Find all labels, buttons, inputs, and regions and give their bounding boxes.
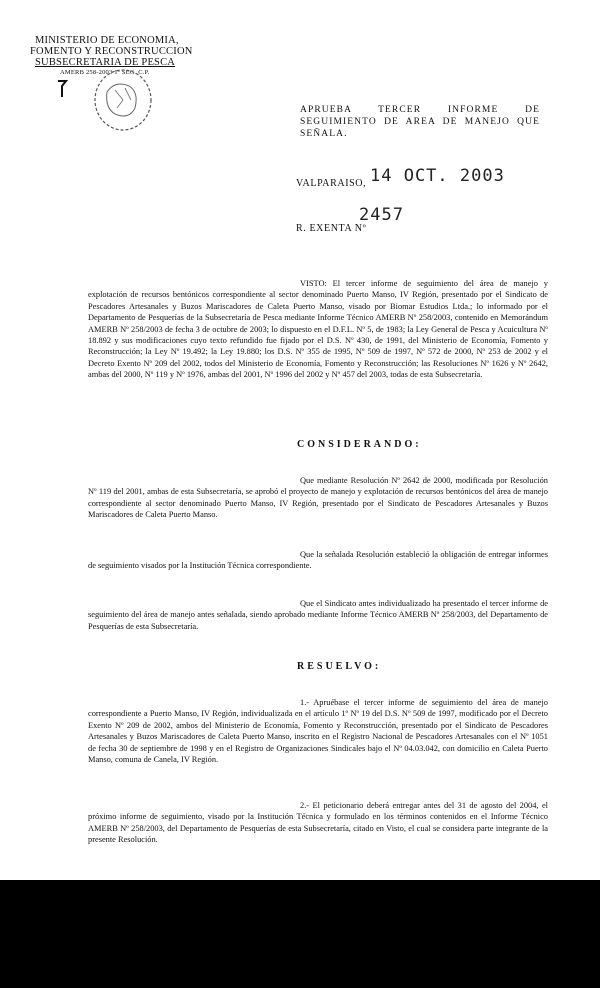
header-ministry-2: FOMENTO Y RECONSTRUCCION: [30, 46, 193, 57]
resolution-number: 2457: [359, 205, 404, 225]
resuelvo-paragraph-1: 1.- Apruébase el tercer informe de seguimiento del área de manejo correspondiente a Puerto Manso, IV Región, individualizada en el artículo 1º Nº 19 del D.S. Nº 509 de 1997, modificado por el Decreto Exento Nº 209 de 2002, ambos del Ministerio de Economía, Fomento y Reconstrucción, presentado por el Sindicato de Pescadores Artesanales y Buzos Mariscadores de Caleta Puerto Manso, inscrito en el Registro Nacional de Pescadores Artesanales con el Nº 1051 de fecha 30 de septiembre de 1998 y en el Registro de Organizaciones Sindicales bajo el Nº 04.03.042, con domicilio en Caleta Puerto Manso, comuna de Canela, IV Región.: [88, 698, 548, 765]
header-reference: AMERB 258-2003 1º SEG. C.P.: [60, 69, 150, 76]
document-title: APRUEBA TERCER INFORME DE SEGUIMIENTO DE AREA DE MANEJO QUE SEÑALA.: [300, 105, 540, 139]
header-subsecretaria: SUBSECRETARIA DE PESCA: [35, 57, 176, 68]
scan-black-border: [0, 880, 600, 988]
header-ministry: MINISTERIO DE ECONOMIA,: [35, 35, 179, 46]
considerando-paragraph-1: Que mediante Resolución Nº 2642 de 2000, modificada por Resolución Nº 119 del 2001, ambas de esta Subsecretaría, se aprobó el proyecto de manejo y explotación de recursos bentónicos del área de manejo correspondiente al sector denominado Puerto Manso, IV Región, presentado por el Sindicato de Pescadores Artesanales y Buzos Mariscadores de Caleta Puerto Manso.: [88, 476, 548, 520]
considerando-paragraph-3: Que el Sindicato antes individualizado ha presentado el tercer informe de seguimiento del área de manejo antes señalada, siendo aprobado mediante Informe Técnico AMERB Nº 258/2003, del Departamento de Pesquerías de esta Subsecretaría.: [88, 599, 548, 631]
official-seal-icon: [85, 62, 155, 142]
considerando-paragraph-2: Que la señalada Resolución estableció la obligación de entregar informes de seguimiento visados por la Institución Técnica correspondiente.: [88, 550, 548, 571]
considerando-heading: CONSIDERANDO:: [297, 439, 422, 450]
place-label: VALPARAISO,: [296, 178, 367, 189]
resuelvo-heading: RESUELVO:: [297, 661, 382, 672]
date-stamp: 14 OCT. 2003: [370, 166, 505, 186]
visto-paragraph: VISTO: El tercer informe de seguimiento del área de manejo y explotación de recursos bentónicos correspondiente al sector denominado Puerto Manso, IV Región, presentado por el Sindicato de Pescadores Artesanales y Buzos Mariscadores de Caleta Puerto Manso, visado por Biomar Estudios Ltda.; lo informado por el Departamento de Pesquerías de la Subsecretaría de Pesca mediante Informe Técnico AMERB Nº 258/2003, contenido en Memorándum AMERB Nº 258/2003 de fecha 3 de octubre de 2003; lo dispuesto en el D.F.L. Nº 5, de 1983; la Ley General de Pesca y Acuicultura Nº 18.892 y sus modificaciones cuyo texto refundido fue fijado por el D.S. Nº 430, de 1991, del Ministerio de Economía, Fomento y Reconstrucción; la Ley Nº 19.492; la Ley 19.880; los D.S. Nº 355 de 1995, Nº 509 de 1997, Nº 572 de 2000, Nº 253 de 2002 y el Decreto Exento Nº 209 del 2002, todos del Ministerio de Economía, Fomento y Reconstrucción; las Resoluciones Nº 1626 y Nº 2642, ambas del 2000, Nº 119 y Nº 1976, ambas del 2001, Nº 1996 del 2002 y Nº 457 del 2003, todas de esta Subsecretaría.: [88, 279, 548, 380]
resolution-label: R. EXENTA Nº: [296, 223, 367, 234]
margin-mark-icon: [56, 80, 68, 98]
resuelvo-paragraph-2: 2.- El peticionario deberá entregar antes del 31 de agosto del 2004, el próximo informe de seguimiento, visado por la Institución Técnica y formulado en los términos contenidos en el Informe Técnico AMERB Nº 258/2003, del Departamento de Pesquerías de esta Subsecretaría, citado en Visto, el cual se considera parte integrante de la presente Resolución.: [88, 801, 548, 845]
